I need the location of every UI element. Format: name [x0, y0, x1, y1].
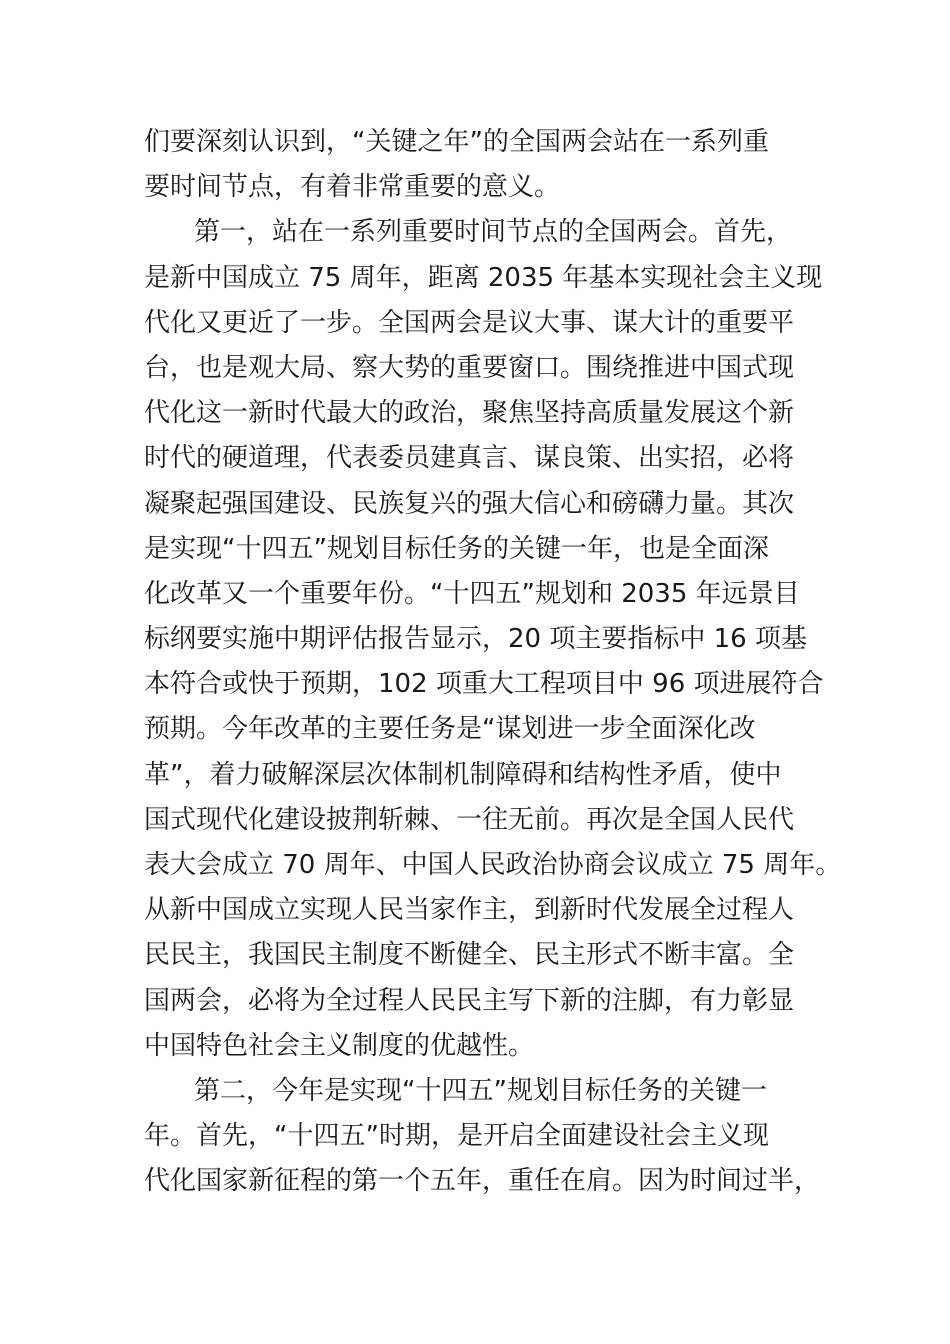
text-line: 时代的硬道理，代表委员建真言、谋良策、出实招，必将 — [144, 443, 795, 474]
text-line: 们要深刻认识到，“关键之年”的全国两会站在一系列重 — [144, 127, 769, 157]
text-line: 年。首先，“十四五”时期，是开启全面建设社会主义现 — [144, 1121, 769, 1152]
text-line: 从新中国成立实现人民当家作主，到新时代发展全过程人 — [144, 895, 795, 926]
text-line: 中国特色社会主义制度的优越性。 — [144, 1030, 535, 1061]
paragraph-first-line: 第一，站在一系列重要时间节点的全国两会。首先， — [194, 217, 793, 248]
text-line: 预期。今年改革的主要任务是“谋划进一步全面深化改 — [144, 714, 756, 745]
text-line: 凝聚起强国建设、民族复兴的强大信心和磅礴力量。其次 — [144, 488, 795, 519]
text-line: 国两会，必将为全过程人民民主写下新的注脚，有力彰显 — [144, 985, 795, 1016]
text-line: 台，也是观大局、察大势的重要窗口。围绕推进中国式现 — [144, 352, 795, 383]
text-line: 是新中国成立 75 周年，距离 2035 年基本实现社会主义现 — [144, 262, 823, 293]
text-line: 本符合或快于预期，102 项重大工程项目中 96 项进展符合 — [144, 669, 824, 700]
text-line: 标纲要实施中期评估报告显示，20 项主要指标中 16 项基 — [144, 624, 807, 655]
text-line: 代化这一新时代最大的政治，聚焦坚持高质量发展这个新 — [144, 398, 795, 429]
text-line: 国式现代化建设披荆斩棘、一往无前。再次是全国人民代 — [144, 804, 795, 835]
text-line: 代化国家新征程的第一个五年，重任在肩。因为时间过半， — [144, 1166, 821, 1197]
text-line: 革”，着力破解深层次体制机制障碍和结构性矛盾，使中 — [144, 759, 782, 790]
paragraph-first-line: 第二，今年是实现“十四五”规划目标任务的关键一 — [194, 1075, 767, 1106]
body-text — [144, 120, 842, 1205]
text-line: 表大会成立 70 周年、中国人民政治协商会议成立 75 周年。 — [144, 850, 842, 880]
text-line: 代化又更近了一步。全国两会是议大事、谋大计的重要平 — [144, 307, 795, 338]
text-line: 民民主，我国民主制度不断健全、民主形式不断丰富。全 — [144, 940, 795, 971]
text-line: 要时间节点，有着非常重要的意义。 — [144, 172, 561, 203]
text-line: 是实现“十四五”规划目标任务的关键一年，也是全面深 — [144, 533, 769, 564]
text-line: 化改革又一个重要年份。“十四五”规划和 2035 年远景目 — [144, 578, 800, 609]
